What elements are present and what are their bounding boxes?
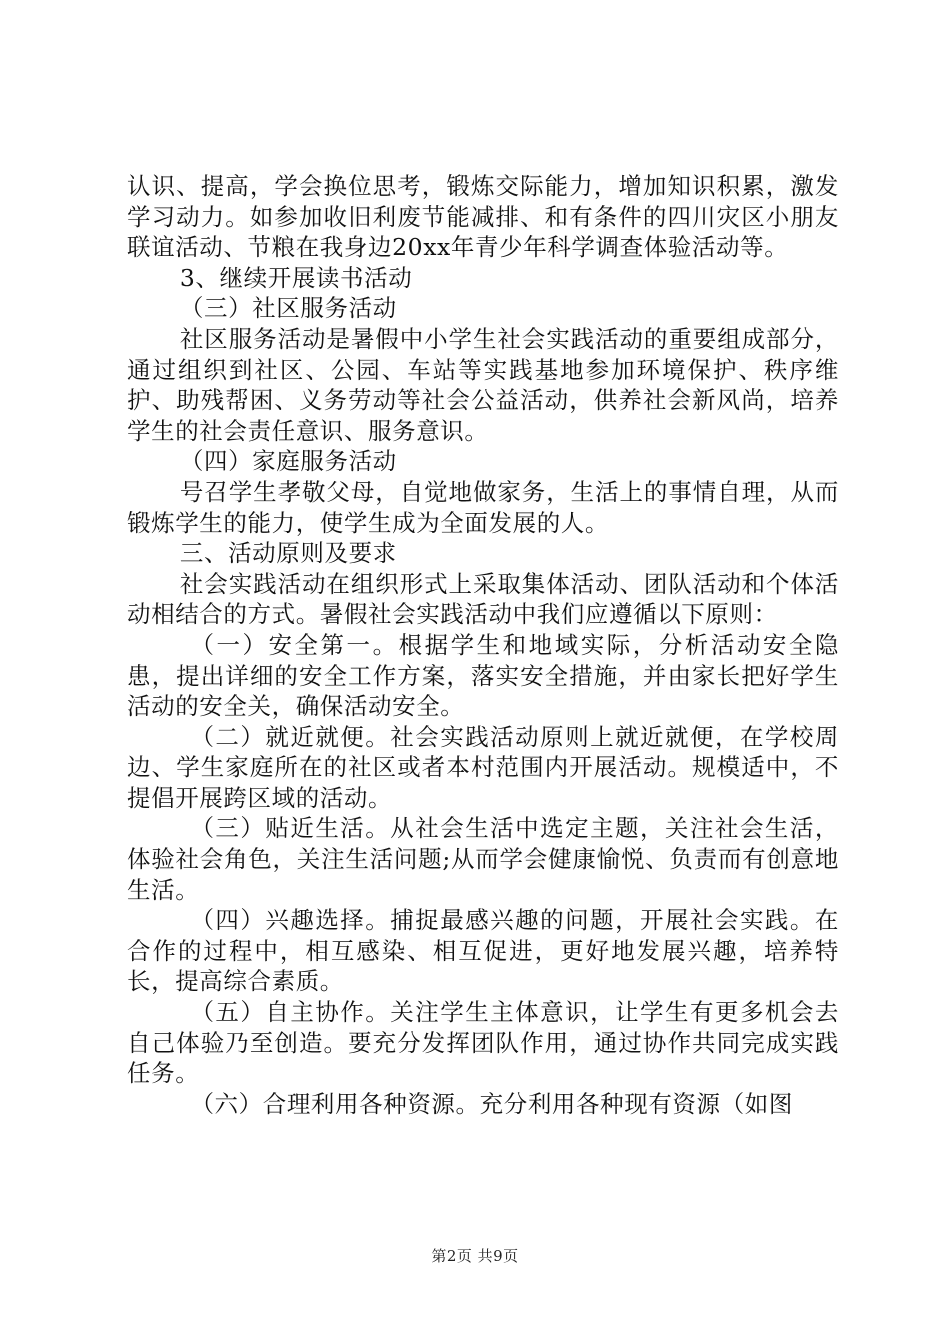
paragraph-principles-intro: 社会实践活动在组织形式上采取集体活动、团队活动和个体活动相结合的方式。暑假社会实践活动中我们应遵循以下原则：	[127, 569, 839, 629]
paragraph-family-service: 号召学生孝敬父母，自觉地做家务，生活上的事情自理，从而锻炼学生的能力，使学生成为全面发展的人。	[127, 477, 839, 537]
page-number-footer: 第2页 共9页	[431, 1247, 519, 1265]
principle-interest: （四）兴趣选择。捕捉最感兴趣的问题，开展社会实践。在合作的过程中，相互感染、相互促进，更好地发展兴趣，培养特长，提高综合素质。	[127, 906, 839, 996]
principle-resources: （六）合理利用各种资源。充分利用各种现有资源（如图	[190, 1089, 793, 1118]
subheading-community-service: （三）社区服务活动	[179, 294, 397, 323]
paragraph-continuation: 认识、提高，学会换位思考，锻炼交际能力，增加知识积累，激发学习动力。如参加收旧利废节能减排、和有条件的四川灾区小朋友联谊活动、节粮在我身边20xx年青少年科学调查体验活动等。	[127, 172, 839, 262]
subheading-family-service: （四）家庭服务活动	[179, 447, 397, 476]
principle-safety: （一）安全第一。根据学生和地域实际，分析活动安全隐患，提出详细的安全工作方案，落实安全措施，并由家长把好学生活动的安全关，确保活动安全。	[127, 630, 839, 721]
principle-cooperation: （五）自主协作。关注学生主体意识，让学生有更多机会去自己体验乃至创造。要充分发挥团队作用，通过协作共同完成实践任务。	[127, 998, 839, 1088]
list-item-reading-activity: 3、继续开展读书活动	[179, 263, 413, 292]
paragraph-community-service: 社区服务活动是暑假中小学生社会实践活动的重要组成部分，通过组织到社区、公园、车站等实践基地参加环境保护、秩序维护、助残帮困、义务劳动等社会公益活动，供养社会新风尚，培养学生的社会责任意识、服务意识。	[127, 324, 839, 445]
principle-nearby: （二）就近就便。社会实践活动原则上就近就便，在学校周边、学生家庭所在的社区或者本村范围内开展活动。规模适中，不提倡开展跨区域的活动。	[127, 722, 839, 812]
document-body	[127, 171, 839, 1119]
section-heading-principles: 三、活动原则及要求	[179, 539, 397, 568]
principle-close-to-life: （三）贴近生活。从社会生活中选定主题，关注社会生活，体验社会角色，关注生活问题;从而学会健康愉悦、负责而有创意地生活。	[127, 814, 839, 904]
